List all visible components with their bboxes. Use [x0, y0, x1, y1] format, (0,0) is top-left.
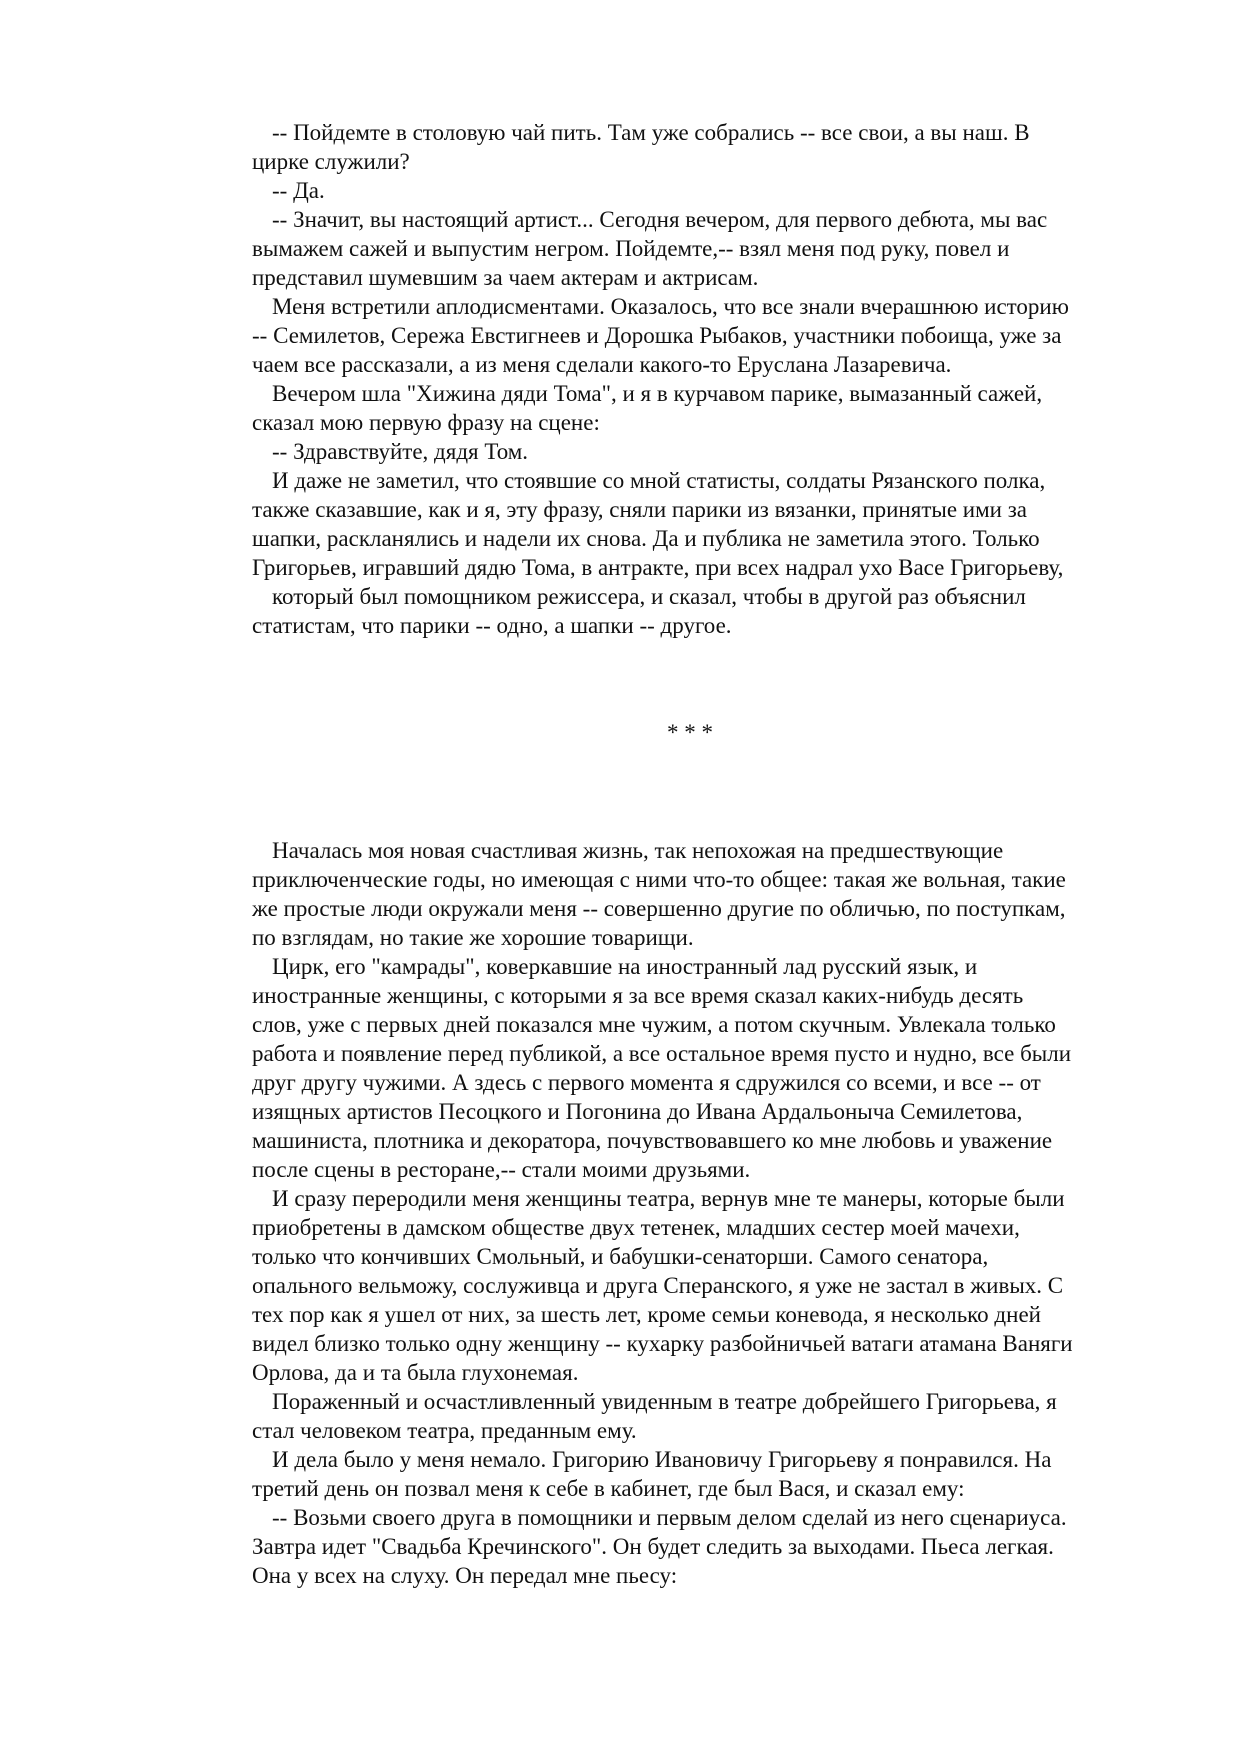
- text-line: также сказавшие, как и я, эту фразу, сняли парики из вязанки, принятые ими за: [252, 497, 1028, 522]
- text-line: Цирк, его "камрады", коверкавшие на иностранный лад русский язык, и: [272, 954, 978, 979]
- text-line: -- Возьми своего друга в помощники и первым делом сделай из него сценариуса.: [272, 1505, 1067, 1530]
- text-line: -- Семилетов, Сережа Евстигнеев и Дорошка Рыбаков, участники побоища, уже за: [252, 323, 1062, 348]
- text-line: приключенческие годы, но имеющая с ними что-то общее: такая же вольная, такие: [252, 867, 1066, 892]
- text-line: И даже не заметил, что стоявшие со мной статисты, солдаты Рязанского полка,: [272, 468, 1046, 493]
- text-line: Пораженный и осчастливленный увиденным в театре добрейшего Григорьева, я: [272, 1389, 1057, 1414]
- text-line: приобретены в дамском обществе двух тетенек, младших сестер моей мачехи,: [252, 1215, 1020, 1240]
- text-line: третий день он позвал меня к себе в кабинет, где был Вася, и сказал ему:: [252, 1476, 965, 1501]
- section-separator: * * *: [667, 720, 713, 745]
- text-block-2: [252, 836, 1152, 1590]
- text-line: сказал мою первую фразу на сцене:: [252, 410, 600, 435]
- text-line: вымажем сажей и выпустим негром. Пойдемте,-- взял меня под руку, повел и: [252, 236, 1010, 261]
- text-line: машиниста, плотника и декоратора, почувствовавшего ко мне любовь и уважение: [252, 1128, 1053, 1153]
- text-line: Вечером шла "Хижина дяди Тома", и я в курчавом парике, вымазанный сажей,: [272, 381, 1043, 406]
- text-line: статистам, что парики -- одно, а шапки -- другое.: [252, 613, 732, 638]
- text-line: чаем все рассказали, а из меня сделали какого-то Еруслана Лазаревича.: [252, 352, 952, 377]
- text-line: И сразу переродили меня женщины театра, вернув мне те манеры, которые были: [272, 1186, 1065, 1211]
- text-line: слов, уже с первых дней показался мне чужим, а потом скучным. Увлекала только: [252, 1012, 1056, 1037]
- text-line: -- Здравствуйте, дядя Том.: [272, 439, 529, 464]
- text-line: опального вельможу, сослуживца и друга Сперанского, я уже не застал в живых. С: [252, 1273, 1064, 1298]
- text-line: Завтра идет "Свадьба Кречинского". Он будет следить за выходами. Пьеса легкая.: [252, 1534, 1054, 1559]
- text-line: изящных артистов Песоцкого и Погонина до Ивана Ардальоныча Семилетова,: [252, 1099, 1023, 1124]
- text-line: который был помощником режиссера, и сказал, чтобы в другой раз объяснил: [272, 584, 1026, 609]
- text-line: шапки, раскланялись и надели их снова. Да и публика не заметила этого. Только: [252, 526, 1040, 551]
- text-line: -- Пойдемте в столовую чай пить. Там уже собрались -- все свои, а вы наш. В: [272, 120, 1030, 145]
- text-line: работа и появление перед публикой, а все остальное время пусто и нудно, все были: [252, 1041, 1072, 1066]
- text-line: только что кончивших Смольный, и бабушки-сенаторши. Самого сенатора,: [252, 1244, 989, 1269]
- text-line: тех пор как я ушел от них, за шесть лет, кроме семьи коневода, я несколько дней: [252, 1302, 1041, 1327]
- text-line: Началась моя новая счастливая жизнь, так непохожая на предшествующие: [272, 838, 1004, 863]
- text-line: иностранные женщины, с которыми я за все время сказал каких-нибудь десять: [252, 983, 1024, 1008]
- text-line: Она у всех на слуху. Он передал мне пьесу:: [252, 1563, 678, 1588]
- text-line: друг другу чужими. А здесь с первого момента я сдружился со всеми, и все -- от: [252, 1070, 1041, 1095]
- text-block-1: [252, 118, 1152, 640]
- text-line: -- Значит, вы настоящий артист... Сегодня вечером, для первого дебюта, мы вас: [272, 207, 1048, 232]
- text-line: же простые люди окружали меня -- совершенно другие по обличью, по поступкам,: [252, 896, 1066, 921]
- text-line: цирке служили?: [252, 149, 410, 174]
- text-line: после сцены в ресторане,-- стали моими друзьями.: [252, 1157, 751, 1182]
- text-line: Меня встретили аплодисментами. Оказалось, что все знали вчерашнюю историю: [272, 294, 1069, 319]
- text-line: видел близко только одну женщину -- кухарку разбойничьей ватаги атамана Ваняги: [252, 1331, 1073, 1356]
- text-line: Григорьев, игравший дядю Тома, в антракте, при всех надрал ухо Васе Григорьеву,: [252, 555, 1064, 580]
- text-line: Орлова, да и та была глухонемая.: [252, 1360, 579, 1385]
- text-line: представил шумевшим за чаем актерам и актрисам.: [252, 265, 759, 290]
- text-line: стал человеком театра, преданным ему.: [252, 1418, 637, 1443]
- text-line: И дела было у меня немало. Григорию Ивановичу Григорьеву я понравился. На: [272, 1447, 1052, 1472]
- text-line: по взглядам, но такие же хорошие товарищи.: [252, 925, 694, 950]
- text-line: -- Да.: [272, 178, 325, 203]
